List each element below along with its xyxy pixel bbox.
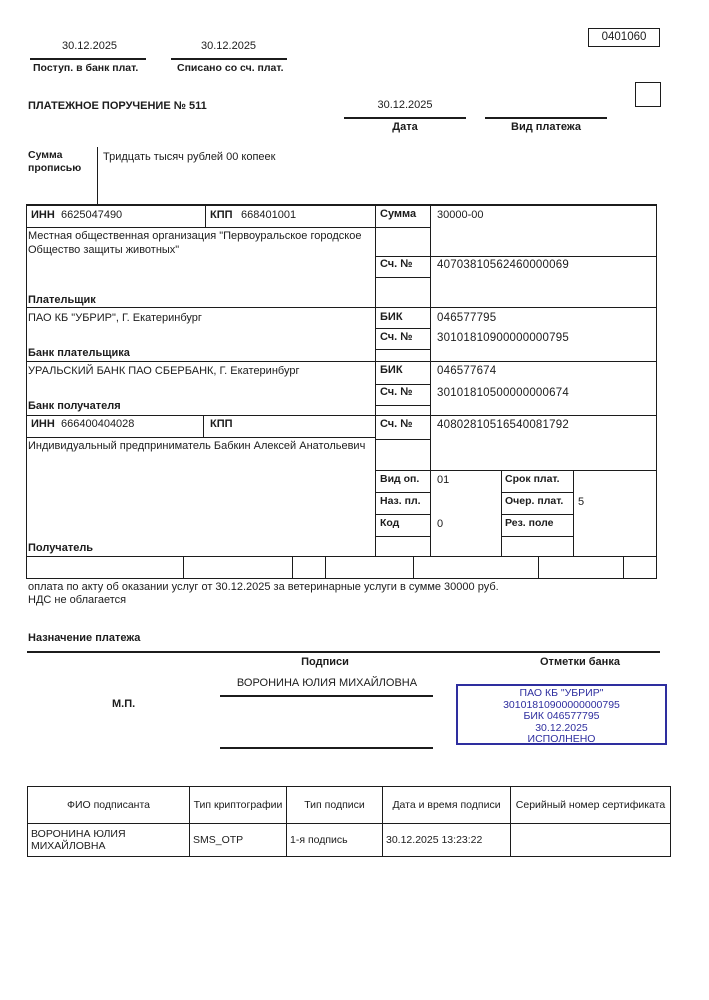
op-type-value: 01 <box>437 474 450 486</box>
payee-kpp-label: КПП <box>210 418 233 430</box>
debit-date-line <box>171 58 287 60</box>
table-line <box>375 256 657 257</box>
table-line <box>325 556 326 578</box>
table-line <box>573 470 574 557</box>
code-value: 0 <box>437 518 444 530</box>
amount-words-value: Тридцать тысяч рублей 00 копеек <box>103 151 276 163</box>
receipt-date: 30.12.2025 <box>62 40 118 52</box>
signature-info-table <box>27 786 671 857</box>
signature-line-1 <box>220 695 433 697</box>
code-label: Код <box>380 517 400 529</box>
table-line <box>26 556 657 557</box>
table-line <box>375 470 657 471</box>
purpose-label: Назначение платежа <box>28 632 141 644</box>
bank-marks-label: Отметки банка <box>540 656 620 668</box>
receipt-date-line <box>30 58 146 60</box>
table-line <box>375 492 431 493</box>
reserve-label: Рез. поле <box>505 517 554 529</box>
sum-label: Сумма <box>380 208 417 220</box>
table-line <box>26 415 657 416</box>
payee-inn-value: 666400404028 <box>61 418 135 430</box>
table-line <box>375 536 431 537</box>
stamp-bik: БИК 046577795 <box>523 710 600 723</box>
date-line <box>344 117 466 119</box>
table-row <box>28 824 671 857</box>
priority-value: 5 <box>578 496 585 508</box>
table-line <box>26 578 657 579</box>
cell-signature-datetime: 30.12.2025 13:23:22 <box>383 824 511 857</box>
amount-words-label: Сумма прописью <box>28 149 82 174</box>
table-line <box>430 204 431 557</box>
receipt-date-label: Поступ. в банк плат. <box>33 62 139 74</box>
payee-bank-account-label: Сч. № <box>380 386 413 398</box>
table-line <box>292 556 293 578</box>
table-line <box>501 492 574 493</box>
stamp-date: 30.12.2025 <box>535 721 588 734</box>
payment-kind-checkbox <box>635 82 661 107</box>
payee-label: Получатель <box>28 542 94 554</box>
payee-inn-label: ИНН <box>31 418 55 430</box>
payee-bank-account-value: 30101810500000000674 <box>437 387 569 399</box>
debit-date-label: Списано со сч. плат. <box>177 62 284 74</box>
payee-name: Индивидуальный предприниматель Бабкин Алексей Анатольевич <box>28 440 366 452</box>
col-signature-datetime: Дата и время подписи <box>383 787 511 824</box>
stamp-account: 30101810900000000795 <box>503 698 620 711</box>
table-line <box>375 514 431 515</box>
signature-line-2 <box>220 747 433 749</box>
table-line <box>375 277 431 278</box>
table-line <box>26 307 657 308</box>
payer-label: Плательщик <box>28 294 96 306</box>
payer-kpp-label: КПП <box>210 209 233 221</box>
purpose-text-line2: НДС не облагается <box>28 594 127 606</box>
cell-crypto-type: SMS_OTP <box>190 824 287 857</box>
table-line <box>26 204 27 579</box>
table-line <box>26 227 431 228</box>
payer-bank-account-value: 30101810900000000795 <box>437 332 569 344</box>
payee-account-label: Сч. № <box>380 418 413 430</box>
document-title: ПЛАТЕЖНОЕ ПОРУЧЕНИЕ № 511 <box>28 100 207 112</box>
table-line <box>26 204 657 206</box>
payer-account-label: Сч. № <box>380 258 413 270</box>
table-line <box>501 514 574 515</box>
payee-bank-bik-value: 046577674 <box>437 365 497 377</box>
table-line <box>413 556 414 578</box>
form-code-box: 0401060 <box>588 28 660 47</box>
cell-certificate-serial <box>511 824 671 857</box>
signer-name: ВОРОНИНА ЮЛИЯ МИХАЙЛОВНА <box>236 677 418 689</box>
table-line <box>501 536 574 537</box>
payee-bank-name: УРАЛЬСКИЙ БАНК ПАО СБЕРБАНК, Г. Екатеринбург <box>28 365 300 377</box>
payer-kpp-value: 668401001 <box>241 209 297 221</box>
payer-account-value: 40703810562460000069 <box>437 259 569 271</box>
payer-bank-account-label: Сч. № <box>380 331 413 343</box>
payer-inn-label: ИНН <box>31 209 55 221</box>
table-line <box>375 405 431 406</box>
cell-signature-type: 1-я подпись <box>287 824 383 857</box>
payer-name: Местная общественная организация "Первоуральское городское Общество защиты животных" <box>28 230 362 256</box>
op-type-label: Вид оп. <box>380 473 420 485</box>
stamp-place-label: М.П. <box>112 698 136 710</box>
table-line <box>375 349 431 350</box>
payer-bank-bik-label: БИК <box>380 311 403 323</box>
table-line <box>501 470 502 557</box>
payer-bank-name: ПАО КБ "УБРИР", Г. Екатеринбург <box>28 312 202 324</box>
col-certificate-serial: Серийный номер сертификата <box>511 787 671 824</box>
stamp-status: ИСПОЛНЕНО <box>527 733 596 746</box>
table-line <box>375 328 431 329</box>
document-date: 30.12.2025 <box>377 99 433 111</box>
payee-bank-label: Банк получателя <box>28 400 121 412</box>
debit-date: 30.12.2025 <box>201 40 257 52</box>
stamp-bank-name: ПАО КБ "УБРИР" <box>519 687 604 699</box>
bank-stamp <box>456 684 667 745</box>
col-signature-type: Тип подписи <box>287 787 383 824</box>
payer-bank-bik-value: 046577795 <box>437 312 497 324</box>
table-line <box>623 556 624 578</box>
payer-bank-label: Банк плательщика <box>28 347 130 359</box>
table-header-row <box>28 787 671 824</box>
purpose-text-line1: оплата по акту об оказании услуг от 30.12.2025 за ветеринарные услуги в сумме 30000 руб. <box>28 581 499 593</box>
table-line <box>26 437 376 438</box>
table-line <box>205 204 206 228</box>
table-line <box>203 415 204 438</box>
payee-account-value: 40802810516540081792 <box>437 419 569 431</box>
table-line <box>375 439 431 440</box>
amount-words-divider <box>97 147 98 205</box>
pay-term-label: Срок плат. <box>505 473 560 485</box>
payee-bank-bik-label: БИК <box>380 364 403 376</box>
table-line <box>656 204 657 579</box>
signatures-label: Подписи <box>301 656 349 668</box>
payer-inn-value: 6625047490 <box>61 209 123 221</box>
col-crypto-type: Тип криптографии <box>190 787 287 824</box>
payment-kind-label: Вид платежа <box>511 121 581 133</box>
col-signer-name: ФИО подписанта <box>28 787 190 824</box>
purpose-code-label: Наз. пл. <box>380 495 421 507</box>
date-label: Дата <box>392 121 418 133</box>
sum-value: 30000-00 <box>437 209 484 221</box>
table-line <box>538 556 539 578</box>
cell-signer-name: ВОРОНИНА ЮЛИЯ МИХАЙЛОВНА <box>28 824 190 857</box>
purpose-underline <box>27 651 660 653</box>
table-line <box>26 361 657 362</box>
priority-label: Очер. плат. <box>505 495 564 507</box>
payment-kind-line <box>485 117 607 119</box>
table-line <box>183 556 184 578</box>
